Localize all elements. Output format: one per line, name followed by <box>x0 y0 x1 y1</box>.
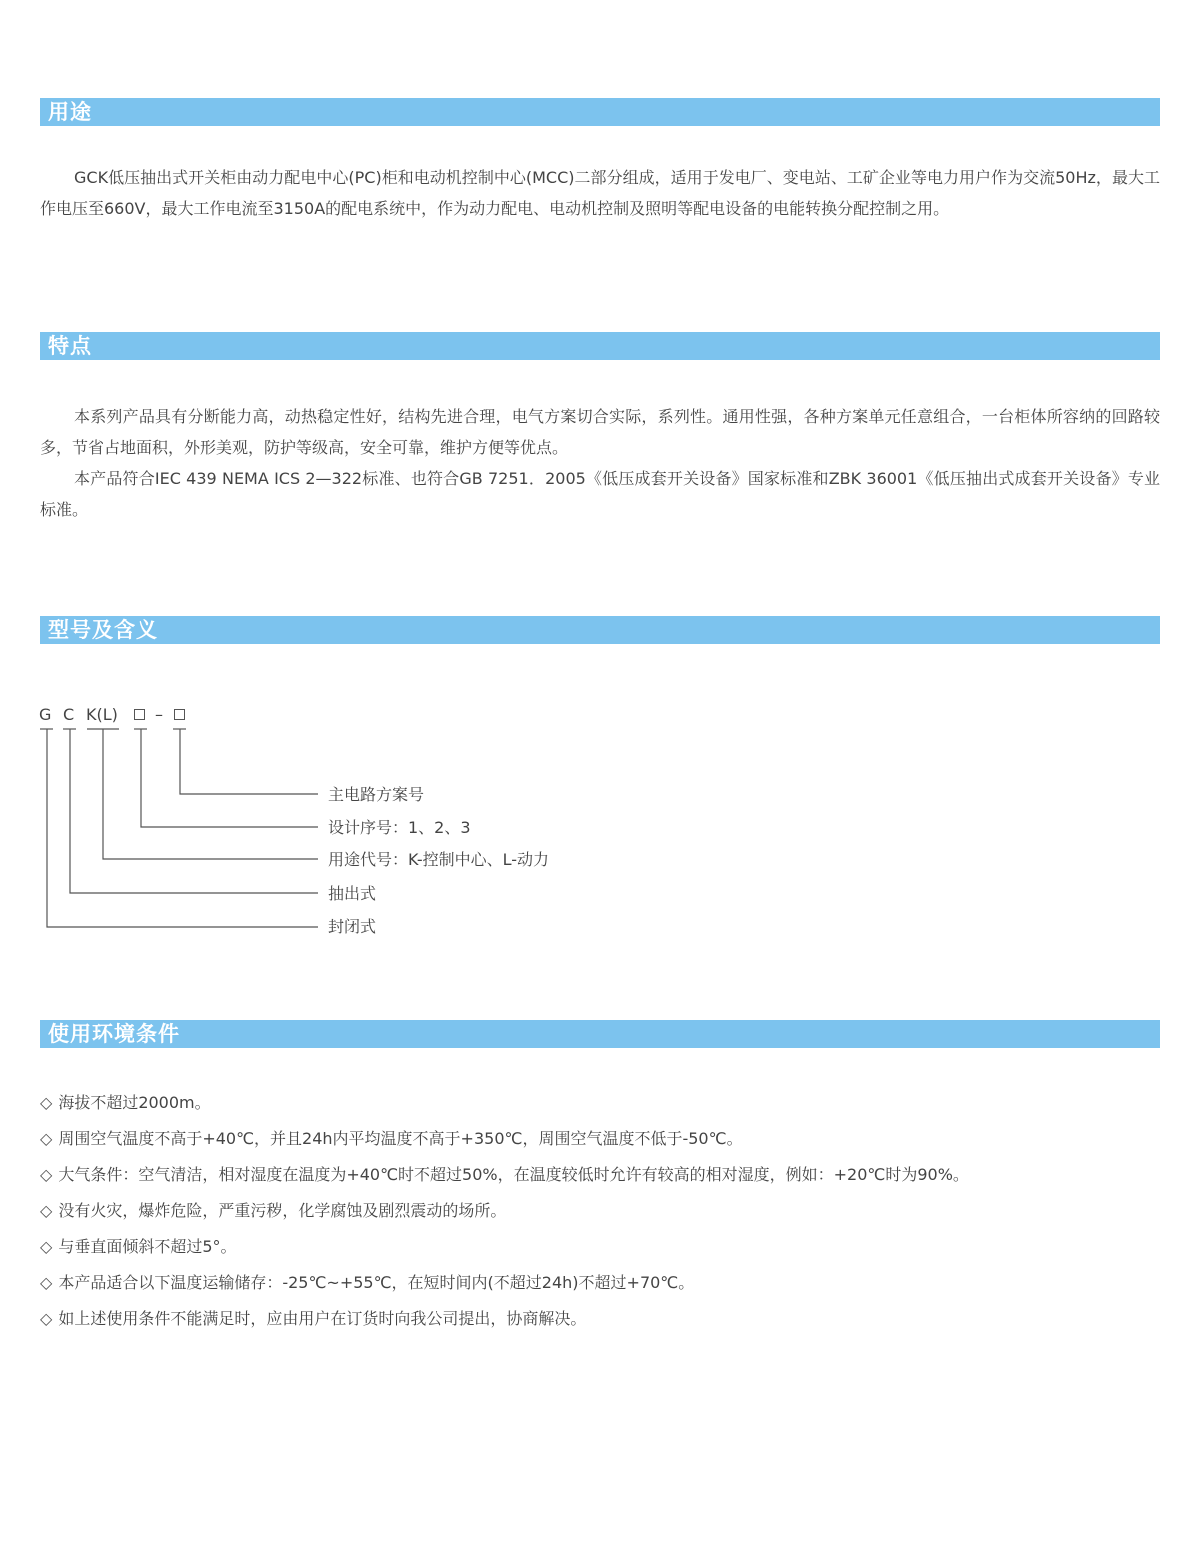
model-label-design-number: 设计序号：1、2、3 <box>328 818 471 837</box>
features-paragraph-2: 本产品符合IEC 439 NEMA ICS 2—322标准、也符合GB 7251．2005《低压成套开关设备》国家标准和ZBK 36001《低压抽出式成套开关设备》专业标准。 <box>40 469 1160 519</box>
diamond-bullet-icon: ◇ <box>40 1129 53 1148</box>
model-label-enclosed: 封闭式 <box>328 917 377 936</box>
list-item <box>40 1272 1160 1294</box>
list-item <box>40 1164 1160 1186</box>
condition-text: 本产品适合以下温度运输储存：-25℃~+55℃，在短时间内(不超过24h)不超过+70℃。 <box>58 1273 695 1292</box>
model-label-drawout: 抽出式 <box>328 884 377 903</box>
condition-text: 如上述使用条件不能满足时，应由用户在订货时向我公司提出，协商解决。 <box>58 1309 587 1328</box>
list-item <box>40 1308 1160 1330</box>
diamond-bullet-icon: ◇ <box>40 1165 53 1184</box>
usage-paragraph: GCK低压抽出式开关柜由动力配电中心(PC)柜和电动机控制中心(MCC)二部分组成，适用于发电厂、变电站、工矿企业等电力用户作为交流50Hz，最大工作电压至660V，最大工作电流至3150A的配电系统中，作为动力配电、电动机控制及照明等配电设备的电能转换分配控制之用。 <box>40 168 1160 218</box>
code-letter-c: C <box>63 705 75 724</box>
code-letter-kl: K(L) <box>86 705 118 724</box>
section-title-conditions: 使用环境条件 <box>48 1022 180 1046</box>
model-label-usage-code: 用途代号：K-控制中心、L-动力 <box>328 850 549 869</box>
section-header-features <box>40 332 1160 360</box>
diamond-bullet-icon: ◇ <box>40 1237 53 1256</box>
diamond-bullet-icon: ◇ <box>40 1093 53 1112</box>
model-label-scheme-number: 主电路方案号 <box>328 785 425 804</box>
section-title-features: 特点 <box>48 334 92 358</box>
section-header-usage <box>40 98 1160 126</box>
list-item <box>40 1092 1160 1114</box>
code-box-design-number <box>134 709 145 720</box>
section-title-model: 型号及含义 <box>48 618 158 642</box>
model-connector-lines <box>0 720 330 960</box>
condition-text: 与垂直面倾斜不超过5°。 <box>58 1237 237 1256</box>
code-letter-g: G <box>39 705 52 724</box>
list-item <box>40 1128 1160 1150</box>
list-item <box>40 1200 1160 1222</box>
diamond-bullet-icon: ◇ <box>40 1309 53 1328</box>
condition-text: 周围空气温度不高于+40℃，并且24h内平均温度不高于+350℃，周围空气温度不低于-50℃。 <box>58 1129 743 1148</box>
condition-text: 没有火灾，爆炸危险，严重污秽，化学腐蚀及剧烈震动的场所。 <box>58 1201 507 1220</box>
diamond-bullet-icon: ◇ <box>40 1201 53 1220</box>
section-title-usage: 用途 <box>48 100 92 124</box>
diamond-bullet-icon: ◇ <box>40 1273 53 1292</box>
code-dash: – <box>155 705 163 724</box>
condition-text: 大气条件：空气清洁，相对湿度在温度为+40℃时不超过50%，在温度较低时允许有较高的相对湿度，例如：+20℃时为90%。 <box>58 1165 969 1184</box>
code-box-scheme-number <box>174 709 185 720</box>
section-header-model <box>40 616 1160 644</box>
features-paragraph-1: 本系列产品具有分断能力高，动热稳定性好，结构先进合理，电气方案切合实际，系列性。通用性强，各种方案单元任意组合，一台柜体所容纳的回路较多，节省占地面积，外形美观，防护等级高，安全可靠，维护方便等优点。 <box>40 407 1160 457</box>
section-header-conditions <box>40 1020 1160 1048</box>
list-item <box>40 1236 1160 1258</box>
condition-text: 海拔不超过2000m。 <box>58 1093 211 1112</box>
